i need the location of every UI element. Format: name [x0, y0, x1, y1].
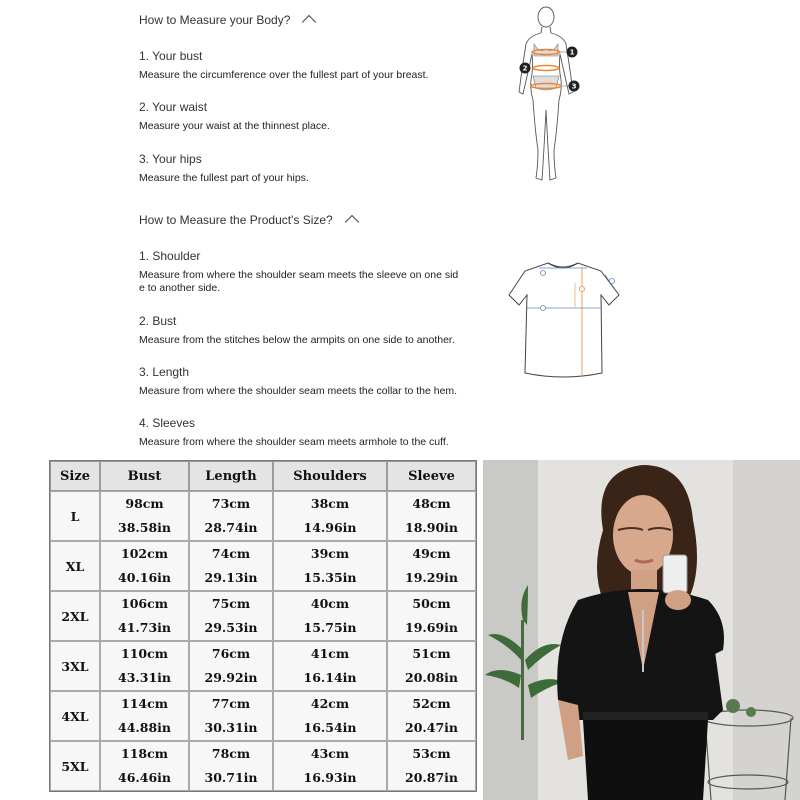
header-sleeve: Sleeve: [387, 461, 476, 491]
product-model-photo: [483, 460, 800, 800]
cell-cm-value: 114cm: [121, 696, 168, 711]
cell-cm-value: 50cm: [412, 596, 451, 611]
size-chart-table: [49, 460, 477, 792]
cell-length: [189, 691, 273, 741]
cell-cm-value: 75cm: [211, 596, 251, 611]
cell-bust: [100, 591, 189, 641]
cell-sleeve: [387, 491, 476, 541]
header-length: Length: [189, 461, 273, 491]
cell-cm-value: 77cm: [211, 696, 251, 711]
cell-in-value: 44.88in: [118, 720, 171, 735]
product-item-title: 2. Bust: [139, 314, 177, 328]
cell-in-value: 40.16in: [118, 570, 171, 585]
cell-in-value: 41.73in: [118, 620, 171, 635]
cell-cm-value: 102cm: [121, 546, 168, 561]
product-section-header[interactable]: [139, 212, 357, 227]
body-figure-illustration: [505, 0, 595, 190]
cell-length: [189, 541, 273, 591]
cell-bust: [100, 691, 189, 741]
cell-size: XL: [50, 541, 100, 591]
product-item-desc: Measure from where the shoulder seam meets armhole to the cuff.: [139, 436, 449, 448]
body-section-title: How to Measure your Body?: [139, 12, 291, 27]
cell-in-value: 16.14in: [303, 670, 357, 685]
cell-in-value: 30.31in: [204, 720, 258, 735]
body-item-desc: Measure the circumference over the fullest part of your breast.: [139, 69, 429, 81]
cell-sleeve: [387, 541, 476, 591]
cell-in-value: 20.47in: [405, 720, 458, 735]
cell-cm-value: 78cm: [211, 746, 251, 761]
body-item-title: 1. Your bust: [139, 49, 203, 63]
cell-length: [189, 641, 273, 691]
cell-cm-value: 52cm: [412, 696, 451, 711]
cell-sleeve: [387, 591, 476, 641]
cell-bust: [100, 741, 189, 791]
shirt-illustration: [505, 255, 625, 385]
cell-cm-value: 38cm: [310, 496, 350, 511]
cell-sleeve: [387, 641, 476, 691]
table-row: [50, 491, 476, 541]
body-item-title: 3. Your hips: [139, 152, 202, 166]
body-item-desc: Measure your waist at the thinnest place.: [139, 120, 330, 132]
cell-bust: [100, 541, 189, 591]
cell-bust: [100, 491, 189, 541]
cell-in-value: 20.87in: [405, 770, 458, 785]
cell-in-value: 46.46in: [118, 770, 171, 785]
cell-shoulders: [273, 491, 387, 541]
chevron-up-icon[interactable]: [345, 215, 359, 229]
cell-size: 3XL: [50, 641, 100, 691]
cell-in-value: 43.31in: [118, 670, 171, 685]
cell-length: [189, 591, 273, 641]
cell-size: 4XL: [50, 691, 100, 741]
cell-in-value: 29.53in: [204, 620, 258, 635]
product-item-title: 1. Shoulder: [139, 249, 201, 263]
cell-cm-value: 51cm: [412, 646, 451, 661]
header-bust: Bust: [100, 461, 189, 491]
cell-sleeve: [387, 741, 476, 791]
cell-cm-value: 48cm: [412, 496, 451, 511]
cell-cm-value: 53cm: [412, 746, 451, 761]
table-row: [50, 591, 476, 641]
table-row: [50, 741, 476, 791]
table-row: [50, 641, 476, 691]
cell-in-value: 16.54in: [303, 720, 357, 735]
table-header-row: [50, 461, 476, 491]
cell-cm-value: 73cm: [211, 496, 251, 511]
cell-length: [189, 491, 273, 541]
cell-cm-value: 106cm: [121, 596, 168, 611]
table-row: [50, 691, 476, 741]
cell-in-value: 15.75in: [303, 620, 357, 635]
cell-cm-value: 49cm: [412, 546, 451, 561]
product-item-desc: Measure from where the shoulder seam meets the sleeve on one sid e to another side.: [139, 269, 459, 294]
cell-cm-value: 110cm: [121, 646, 168, 661]
table-row: [50, 541, 476, 591]
body-item-desc: Measure the fullest part of your hips.: [139, 172, 309, 184]
cell-cm-value: 98cm: [125, 496, 164, 511]
product-item-desc: Measure from the stitches below the armpits on one side to another.: [139, 334, 455, 346]
cell-in-value: 30.71in: [204, 770, 258, 785]
cell-cm-value: 43cm: [310, 746, 350, 761]
body-section-header[interactable]: [139, 12, 314, 27]
product-item-title: 4. Sleeves: [139, 416, 196, 430]
cell-in-value: 29.13in: [204, 570, 258, 585]
cell-in-value: 16.93in: [303, 770, 357, 785]
cell-cm-value: 42cm: [310, 696, 350, 711]
cell-in-value: 18.90in: [405, 520, 458, 535]
cell-cm-value: 41cm: [310, 646, 350, 661]
cell-cm-value: 118cm: [121, 746, 168, 761]
cell-shoulders: [273, 641, 387, 691]
cell-shoulders: [273, 541, 387, 591]
cell-in-value: 29.92in: [204, 670, 258, 685]
cell-bust: [100, 641, 189, 691]
cell-in-value: 38.58in: [118, 520, 171, 535]
cell-in-value: 14.96in: [303, 520, 357, 535]
cell-cm-value: 39cm: [310, 546, 350, 561]
header-size: Size: [50, 461, 100, 491]
marker-3: 3: [571, 82, 577, 91]
cell-cm-value: 74cm: [211, 546, 251, 561]
body-item-title: 2. Your waist: [139, 100, 208, 114]
cell-shoulders: [273, 591, 387, 641]
cell-size: 2XL: [50, 591, 100, 641]
product-section-title: How to Measure the Product's Size?: [139, 212, 333, 227]
product-item-desc: Measure from where the shoulder seam meets the collar to the hem.: [139, 385, 458, 397]
cell-in-value: 20.08in: [405, 670, 458, 685]
chevron-up-icon[interactable]: [302, 15, 316, 29]
cell-size: L: [50, 491, 100, 541]
product-item-title: 3. Length: [139, 365, 190, 379]
cell-size: 5XL: [50, 741, 100, 791]
cell-cm-value: 76cm: [211, 646, 251, 661]
cell-in-value: 19.29in: [405, 570, 458, 585]
header-shoulders: Shoulders: [273, 461, 387, 491]
marker-1: 1: [569, 48, 575, 57]
cell-sleeve: [387, 691, 476, 741]
cell-in-value: 28.74in: [204, 520, 258, 535]
cell-shoulders: [273, 741, 387, 791]
cell-shoulders: [273, 691, 387, 741]
cell-in-value: 15.35in: [303, 570, 357, 585]
cell-in-value: 19.69in: [405, 620, 458, 635]
cell-length: [189, 741, 273, 791]
cell-cm-value: 40cm: [310, 596, 350, 611]
marker-2: 2: [522, 64, 528, 73]
